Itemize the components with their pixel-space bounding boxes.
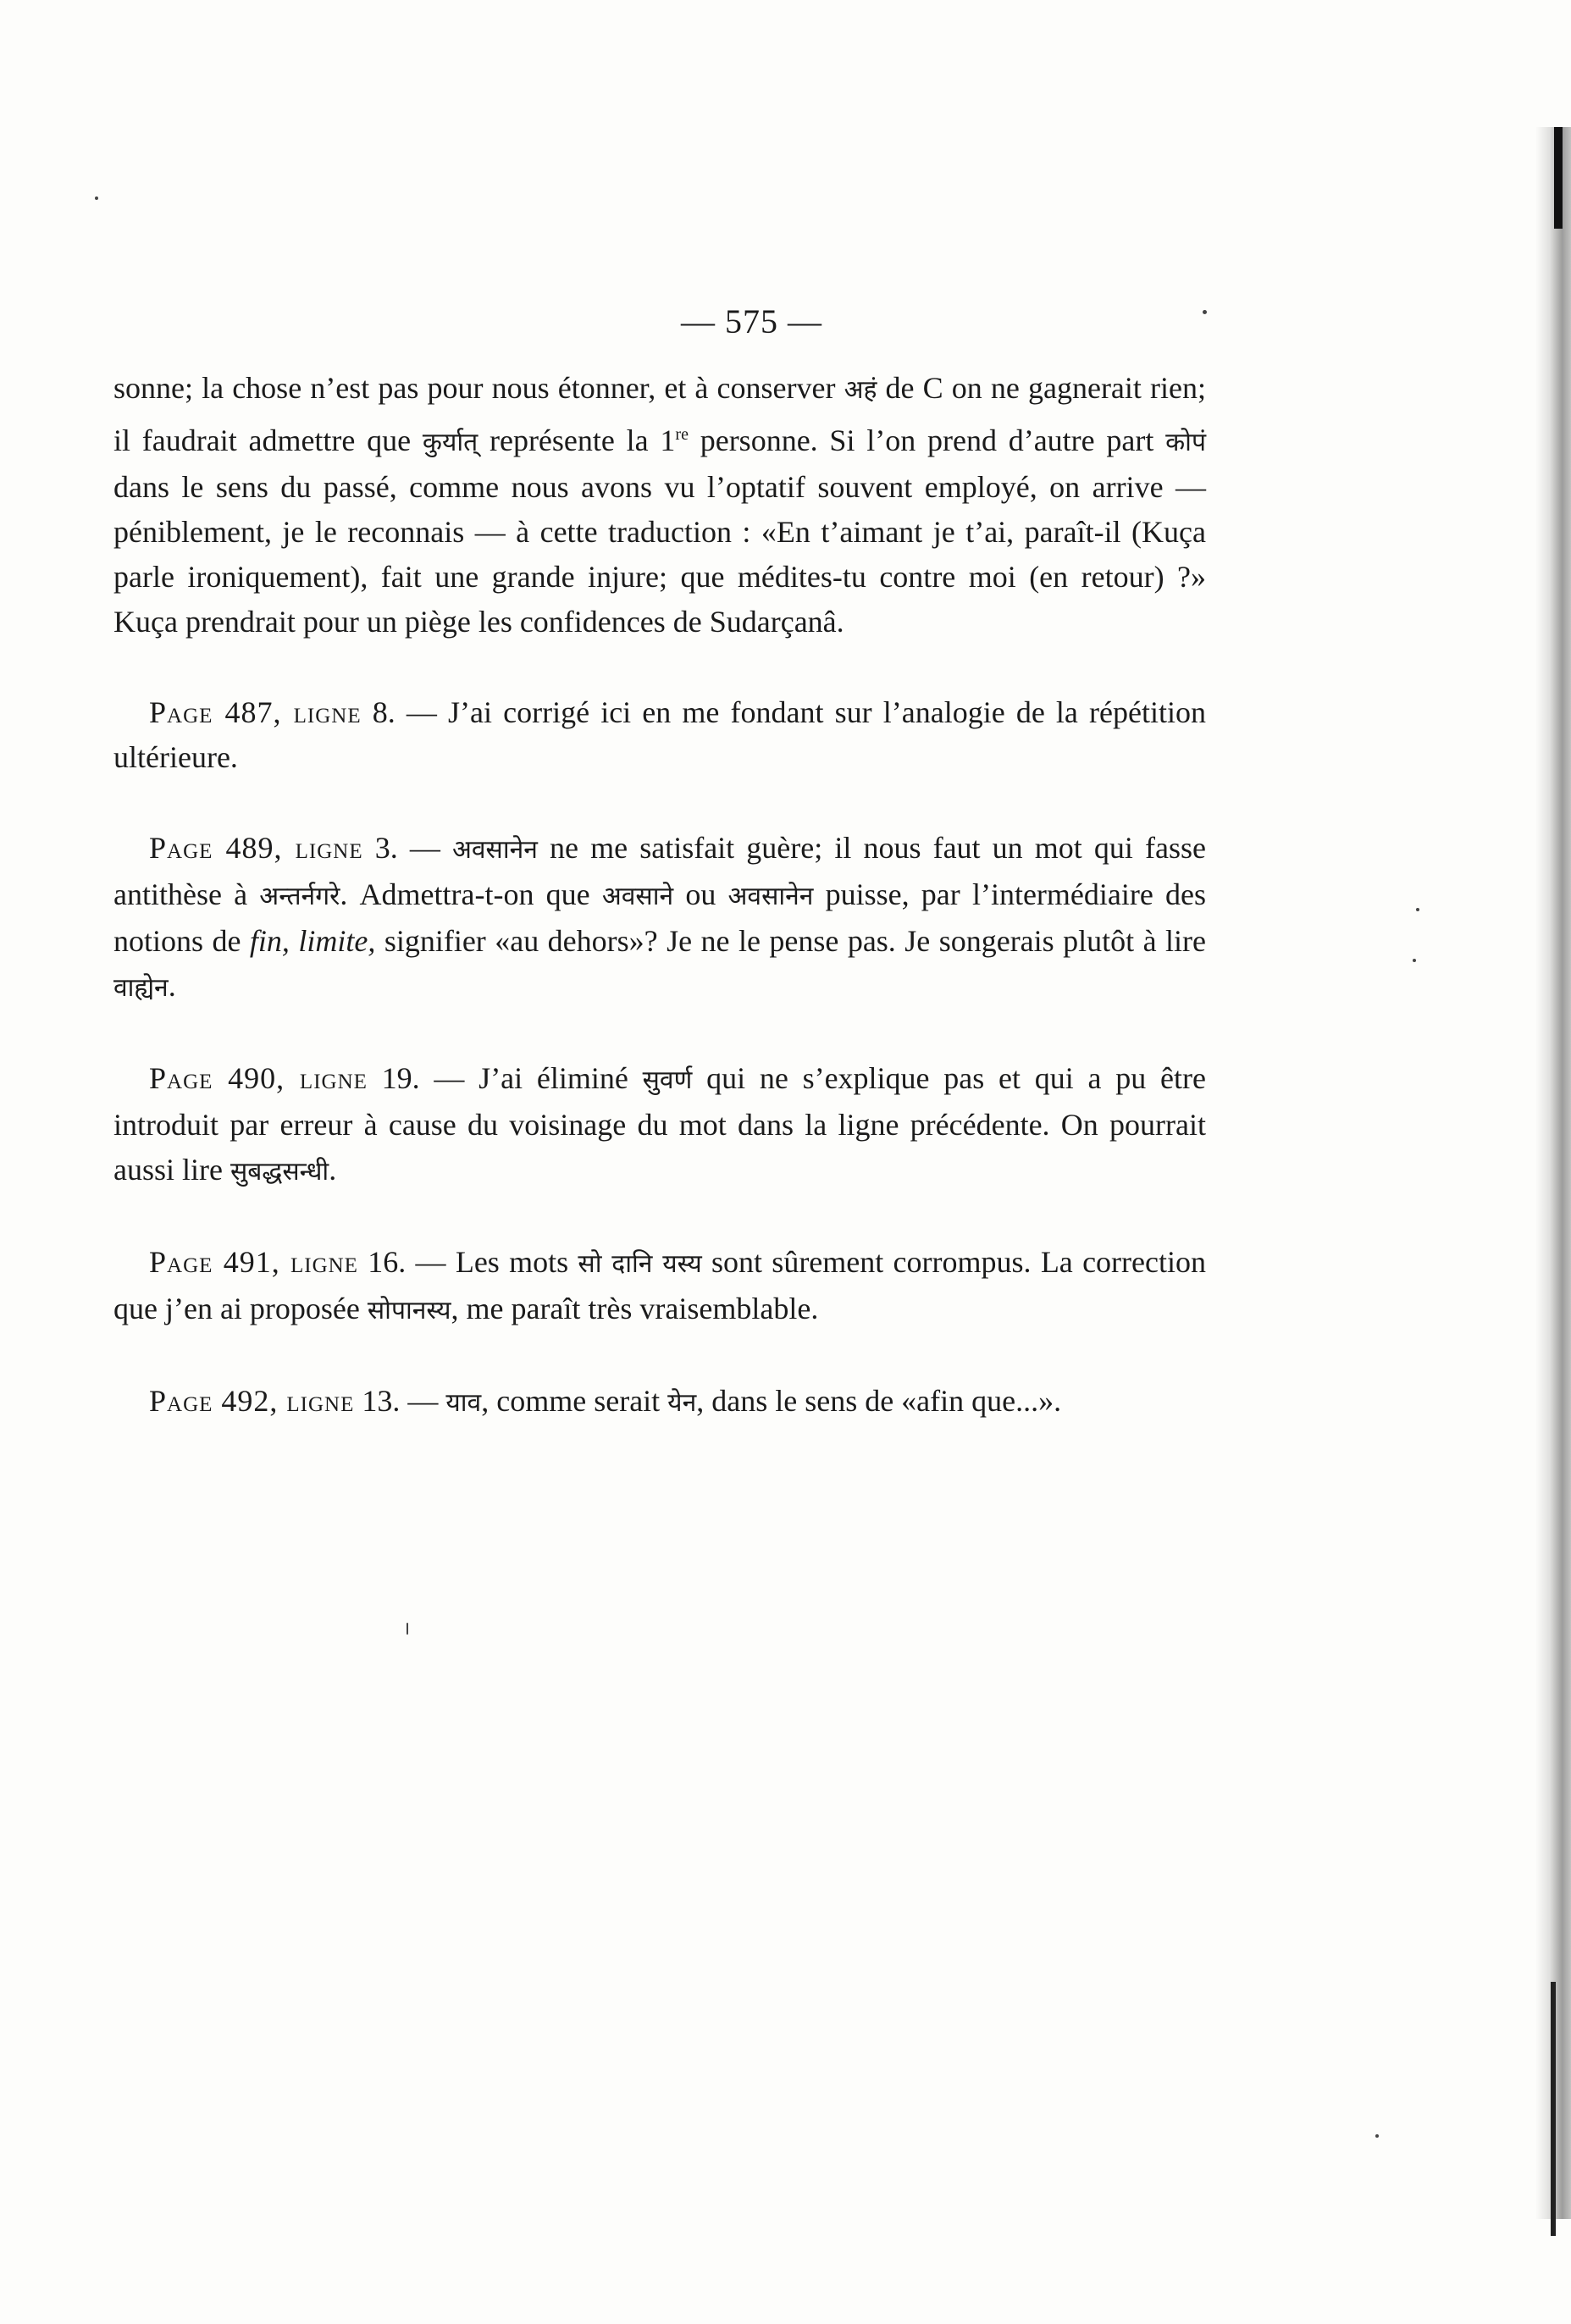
paper-speck	[1375, 2134, 1379, 2138]
text-run: personne. Si l’on prend d’autre part	[688, 423, 1166, 457]
devanagari-word: सुबद्धसन्धी	[230, 1157, 329, 1187]
text-run: , me paraît très vraisemblable.	[451, 1292, 819, 1325]
text-run: sonne; la chose n’est pas pour nous étonner, et à conserver	[113, 371, 844, 405]
text-run: signifier «au dehors»? Je ne le pense pas. Je songerais plutôt à lire	[375, 924, 1206, 958]
binding-shadow-top	[1554, 127, 1563, 229]
text-run: , comme serait	[481, 1384, 668, 1418]
text-run: 16. — Les mots	[357, 1245, 578, 1279]
text-run: 19. — J’ai éliminé	[367, 1061, 643, 1095]
note-page-492	[113, 1379, 1206, 1425]
note-page-487	[113, 690, 1206, 780]
text-run: .	[329, 1153, 337, 1187]
binding-shadow-bottom	[1551, 1982, 1556, 2236]
text-run: 3. —	[362, 831, 452, 865]
devanagari-word: येन	[667, 1388, 697, 1418]
page-reference: Page 489, ligne	[149, 831, 363, 865]
binding-edge	[1535, 127, 1571, 2219]
paper-speck	[407, 1623, 408, 1635]
body-text	[113, 366, 1206, 1425]
text-run: .	[168, 969, 176, 1003]
text-run: 13. —	[354, 1384, 446, 1418]
note-page-491	[113, 1240, 1206, 1333]
paper-speck	[95, 196, 98, 200]
page-reference: Page 487, ligne	[149, 695, 362, 729]
text-run: , dans le sens de «afin que...».	[696, 1384, 1062, 1418]
paper-speck	[1413, 959, 1416, 962]
devanagari-word: सोपानस्य	[367, 1296, 451, 1325]
devanagari-word: सो दानि यस्य	[578, 1249, 702, 1279]
superscript: re	[675, 425, 689, 444]
text-run: représente la 1	[478, 423, 676, 457]
text-run: 8. — J’ai corrigé ici en me fondant sur l’analogie de la répétition ultérieure.	[113, 695, 1206, 774]
note-page-490	[113, 1056, 1206, 1194]
text-run: ou	[673, 877, 728, 911]
devanagari-word: कुर्यात्	[422, 428, 478, 457]
devanagari-word: कोपं	[1165, 428, 1206, 457]
devanagari-word: वाह्येन	[113, 973, 169, 1003]
paper-speck	[1416, 908, 1419, 911]
devanagari-word: अहं	[844, 375, 877, 405]
devanagari-word: याव	[445, 1388, 482, 1418]
paragraph-continuation	[113, 366, 1206, 645]
text-run: qui ne s’explique pas et qui a pu être introduit par erreur à cause du voisinage du mot dans la ligne précédente. On pourrait aussi lire	[113, 1061, 1206, 1187]
devanagari-word: अवसानेन	[727, 882, 814, 911]
text-run: de C on ne gagnerait rien; il faudrait admettre que	[113, 371, 1206, 457]
text-run: . Admettra-t-on que	[340, 877, 602, 911]
page-reference: Page 490, ligne	[149, 1061, 368, 1095]
page-reference: Page 492, ligne	[149, 1384, 355, 1418]
text-run: ne me satisfait guère; il nous faut un mot qui fasse antithèse à	[113, 831, 1206, 911]
italic-text: fin, limite,	[249, 924, 376, 958]
text-run: dans le sens du passé, comme nous avons vu l’optatif souvent employé, on arrive — péniblement, je le reconnais — à cette traduction : «En t’aimant je t’ai, paraît-il (Kuça parle ironiquement), fait une grande injure; que médites-tu contre moi (en retour) ?» Kuça prendrait pour un piège les confidences de Sudarçanâ.	[113, 470, 1206, 639]
devanagari-word: अवसाने	[601, 882, 674, 911]
note-page-489	[113, 826, 1206, 1010]
devanagari-word: सुवर्ण	[642, 1065, 693, 1095]
page-number: — 575 —	[681, 302, 822, 340]
text-run: puisse, par l’intermédiaire des notions de	[113, 877, 1207, 958]
page-reference: Page 491, ligne	[149, 1245, 358, 1279]
devanagari-word: अन्तर्नगरे	[259, 882, 340, 911]
devanagari-word: अवसानेन	[451, 835, 538, 865]
text-run: sont sûrement corrompus. La correction que j’en ai proposée	[113, 1245, 1206, 1325]
